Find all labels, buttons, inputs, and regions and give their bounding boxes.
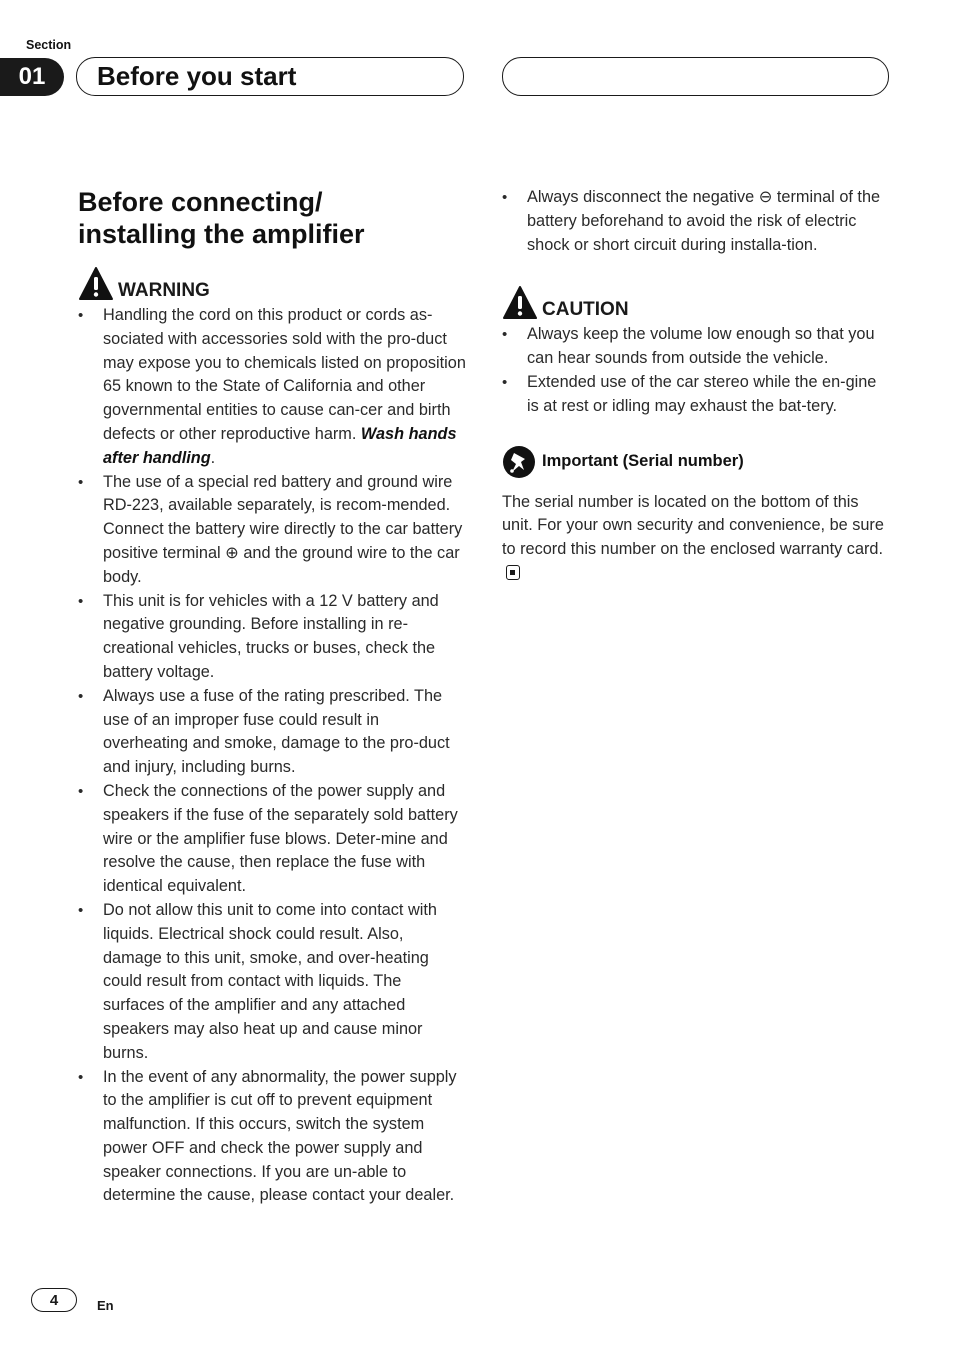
section-number: 01 [0,58,64,96]
caution-header [502,283,890,321]
page-heading [78,186,466,250]
page-heading-line2: installing the amplifier [78,219,365,249]
left-column [78,186,466,1208]
list-item: • Always disconnect the negative ⊖ terminal of the battery beforehand to avoid the risk of electric shock or short circuit during installa-tion. [502,186,890,257]
section-title: Before you start [97,61,297,91]
important-paragraph: The serial number is located on the bottom of this unit. For your own security and convenience, be sure to record this number on the enclosed warranty card. [502,491,890,586]
warning-label: WARNING [118,280,210,301]
page-heading-line1: Before connecting/ [78,187,323,217]
important-label: Important (Serial number) [542,452,744,471]
plus-terminal-icon: ⊕ [225,543,239,562]
list-item: • In the event of any abnormality, the power supply to the amplifier is cut off to prevent equipment malfunction. If this occurs, switch the system power OFF and check the power supply and speaker connections. If you are un-able to determine the cause, please contact your dealer. [78,1066,466,1209]
battery-list [502,186,890,257]
section-title-pill [76,57,464,96]
section-label: Section [26,38,72,52]
important-header [502,445,890,479]
list-item: • Always use a fuse of the rating prescribed. The use of an improper fuse could result in overheating and smoke, damage to the pro-duct and injury, including burns. [78,685,466,780]
header-empty-pill [502,57,889,96]
important-pin-icon [502,445,536,479]
warning-triangle-icon [78,266,114,302]
list-item: • Do not allow this unit to come into contact with liquids. Electrical shock could result. Also, damage to this unit, smoke, and over-heating could result from contact with liquids. The surfaces of the amplifier and any attached speakers may also heat up and cause minor burns. [78,899,466,1066]
list-item: • The use of a special red battery and ground wire RD-223, available separately, is recom-mended. Connect the battery wire directly to the car battery positive terminal ⊕ and the ground wire to the car body. [78,471,466,590]
page-number: 4 [31,1288,77,1312]
caution-label: CAUTION [542,299,629,321]
list-item: • Extended use of the car stereo while the en-gine is at rest or idling may exhaust the bat-tery. [502,371,890,419]
list-item: • Always keep the volume low enough so that you can hear sounds from outside the vehicle. [502,323,890,371]
emphasis-text: Wash hands after handling [103,424,457,467]
right-column [502,186,890,586]
caution-triangle-icon [502,285,538,321]
end-of-section-icon [506,565,520,580]
list-item: • Check the connections of the power supply and speakers if the fuse of the separately sold battery wire or the amplifier fuse blows. Deter-mine and resolve the cause, then replace the fuse with identical equivalent. [78,780,466,899]
warning-list [78,304,466,1208]
language-label: En [97,1298,114,1313]
warning-header [78,264,466,302]
caution-list [502,323,890,418]
minus-terminal-icon: ⊖ [758,188,773,206]
list-item: • This unit is for vehicles with a 12 V battery and negative grounding. Before installing in re-creational vehicles, trucks or buses, check the battery voltage. [78,590,466,685]
list-item: • Handling the cord on this product or cords as-sociated with accessories sold with the pro-duct may expose you to chemicals listed on proposition 65 known to the State of California and other governmental entities to cause can-cer and birth defects or other reproductive harm. Wash hands after handling. [78,304,466,471]
